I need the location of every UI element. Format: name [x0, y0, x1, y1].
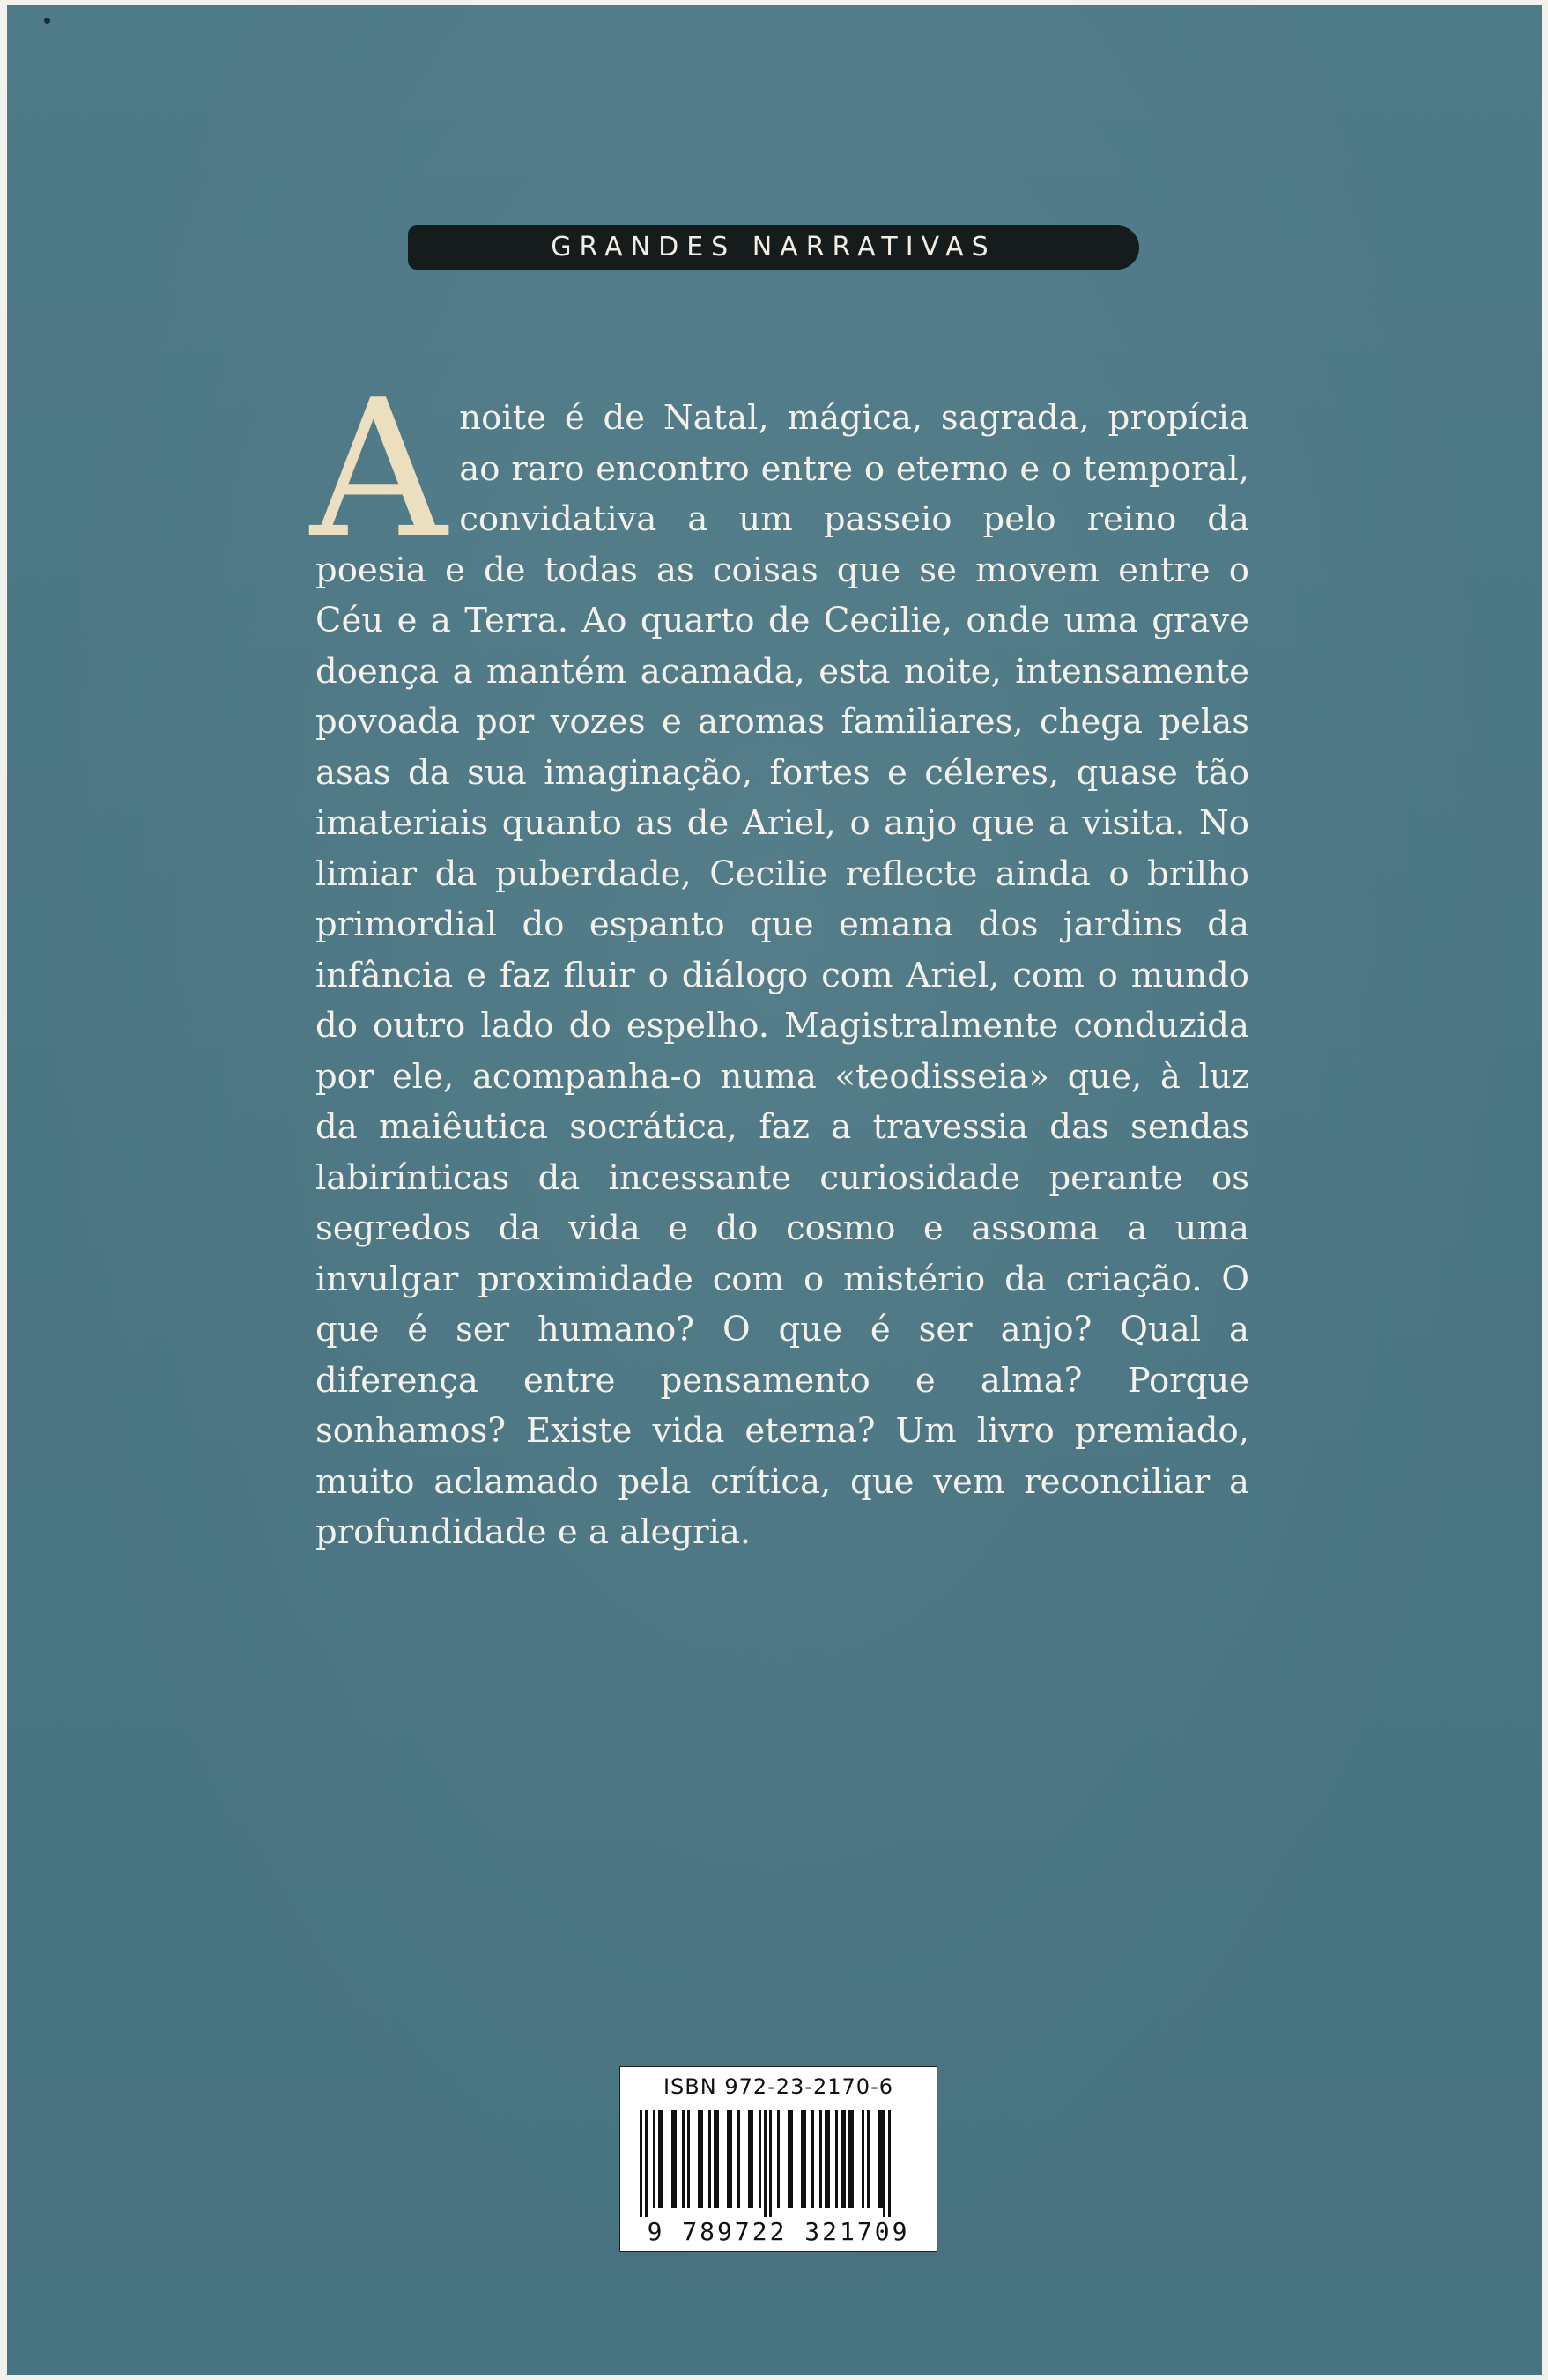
barcode-label [619, 2066, 937, 2252]
series-banner [408, 225, 1139, 270]
barcode-bars [636, 2110, 922, 2217]
print-speck [44, 18, 50, 24]
blurb-text: noite é de Natal, mágica, sagrada, propícia ao raro encontro entre o eterno e o temporal, convidativa a um passeio pelo reino da poesia e de todas as coisas que se movem entre o Céu e a Terra. Ao quarto de Cecilie, onde uma grave doença a mantém acamada, esta noite, intensamente povoada por vozes e aromas familiares, chega pelas asas da sua imaginação, fortes e céleres, quase tão imateriais quanto as de Ariel, o anjo que a visita. No limiar da puberdade, Cecilie reflecte ainda o brilho primordial do espanto que emana dos jardins da infância e faz fluir o diálogo com Ariel, com o mundo do outro lado do espelho. Magistralmente conduzida por ele, acompanha-o numa «teodisseia» que, à luz da maiêutica socrática, faz a travessia das sendas labirínticas da incessante curiosidade perante os segredos da vida e do cosmo e assoma a uma invulgar proximidade com o mistério da criação. O que é ser humano? O que é ser anjo? Qual a diferença entre pensamento e alma? Porque sonhamos? Existe vida eterna? Um livro premiado, muito aclamado pela crítica, que vem reconciliar a profundidade e a alegria. [315, 398, 1249, 1552]
series-title: GRANDES NARRATIVAS [551, 232, 996, 262]
back-cover [7, 5, 1542, 2375]
ean-digits: 9 789722 321709 [647, 2217, 910, 2246]
blurb-paragraph [310, 358, 1249, 1558]
drop-cap-letter: A [310, 358, 448, 580]
isbn-number: ISBN 972-23-2170-6 [663, 2074, 894, 2099]
